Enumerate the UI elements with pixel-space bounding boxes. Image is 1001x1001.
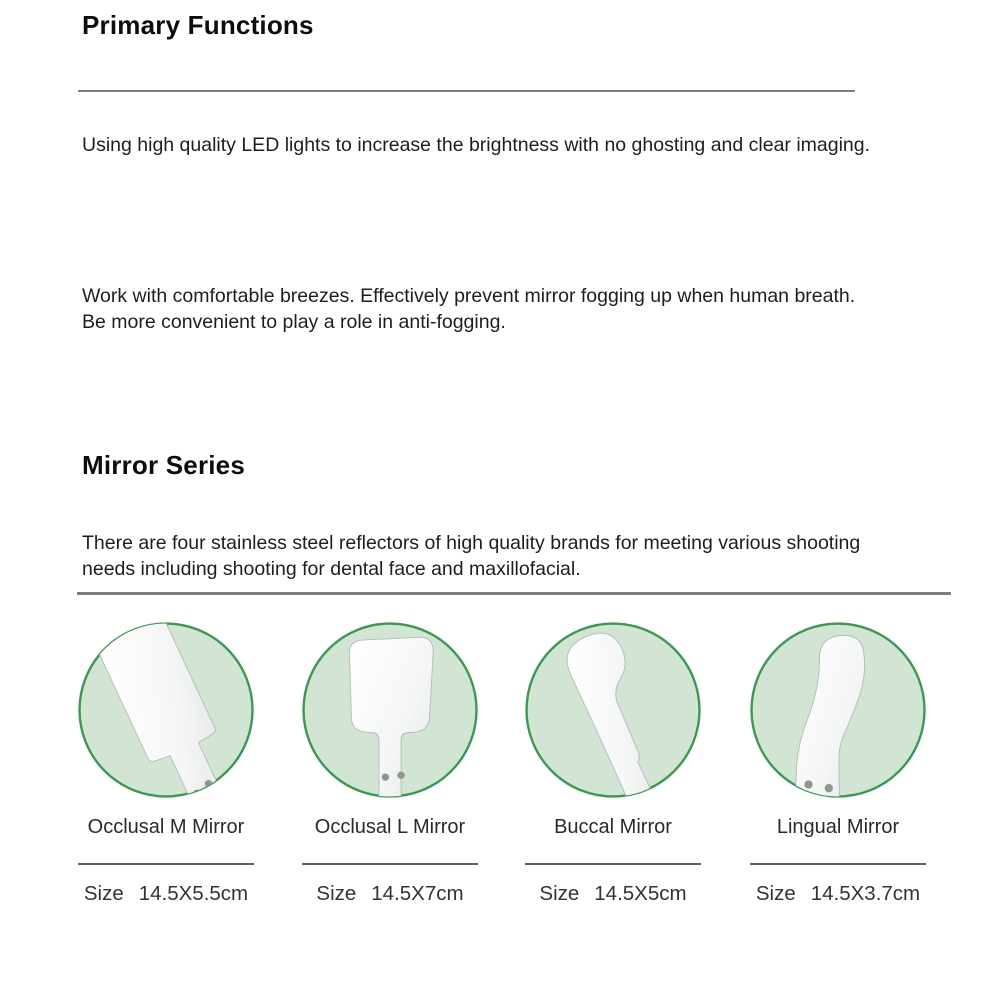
- mirror-size: [539, 882, 686, 906]
- anti-fogging-paragraph: Work with comfortable breezes. Effectively prevent mirror fogging up when human breath. Be more convenient to play a role in anti-fogging.: [82, 285, 856, 333]
- mirror-name: Occlusal L Mirror: [314, 816, 466, 838]
- mirror-series-description: There are four stainless steel reflectors of high quality brands for meeting various shooting needs including shooting for dental face and maxillofacial.: [82, 532, 861, 580]
- size-value: 14.5X3.7cm: [810, 882, 921, 905]
- label-divider: [78, 863, 254, 865]
- section-divider: [77, 592, 951, 595]
- size-value: 14.5X7cm: [371, 882, 464, 905]
- mirror-size: [756, 882, 920, 906]
- size-label: Size: [755, 882, 796, 905]
- mirror-name: Occlusal M Mirror: [87, 816, 245, 838]
- occlusal-m-mirror-icon: [74, 618, 258, 802]
- label-divider: [302, 863, 478, 865]
- label-divider: [750, 863, 926, 865]
- primary-functions-heading: Primary Functions: [82, 10, 314, 40]
- mirror-card-lingual: [746, 618, 930, 906]
- section-divider: [78, 90, 855, 92]
- mirror-card-buccal: [521, 618, 705, 906]
- led-feature-paragraph: Using high quality LED lights to increase the brightness with no ghosting and clear imaging.: [82, 134, 871, 156]
- mirror-name: Buccal Mirror: [554, 816, 672, 838]
- mirror-name: Lingual Mirror: [776, 816, 900, 838]
- label-divider: [525, 863, 701, 865]
- mirror-size: [84, 882, 248, 906]
- mirror-card-occlusal-l: [298, 618, 482, 906]
- size-label: Size: [539, 882, 580, 905]
- occlusal-l-mirror-icon: [298, 618, 482, 802]
- size-value: 14.5X5cm: [594, 882, 687, 905]
- mirror-size: [316, 882, 463, 906]
- buccal-mirror-icon: [521, 618, 705, 802]
- mirror-card-occlusal-m: [74, 618, 258, 906]
- size-label: Size: [316, 882, 357, 905]
- size-value: 14.5X5.5cm: [138, 882, 249, 905]
- lingual-mirror-icon: [746, 618, 930, 802]
- mirror-series-heading: Mirror Series: [82, 450, 246, 480]
- size-label: Size: [83, 882, 124, 905]
